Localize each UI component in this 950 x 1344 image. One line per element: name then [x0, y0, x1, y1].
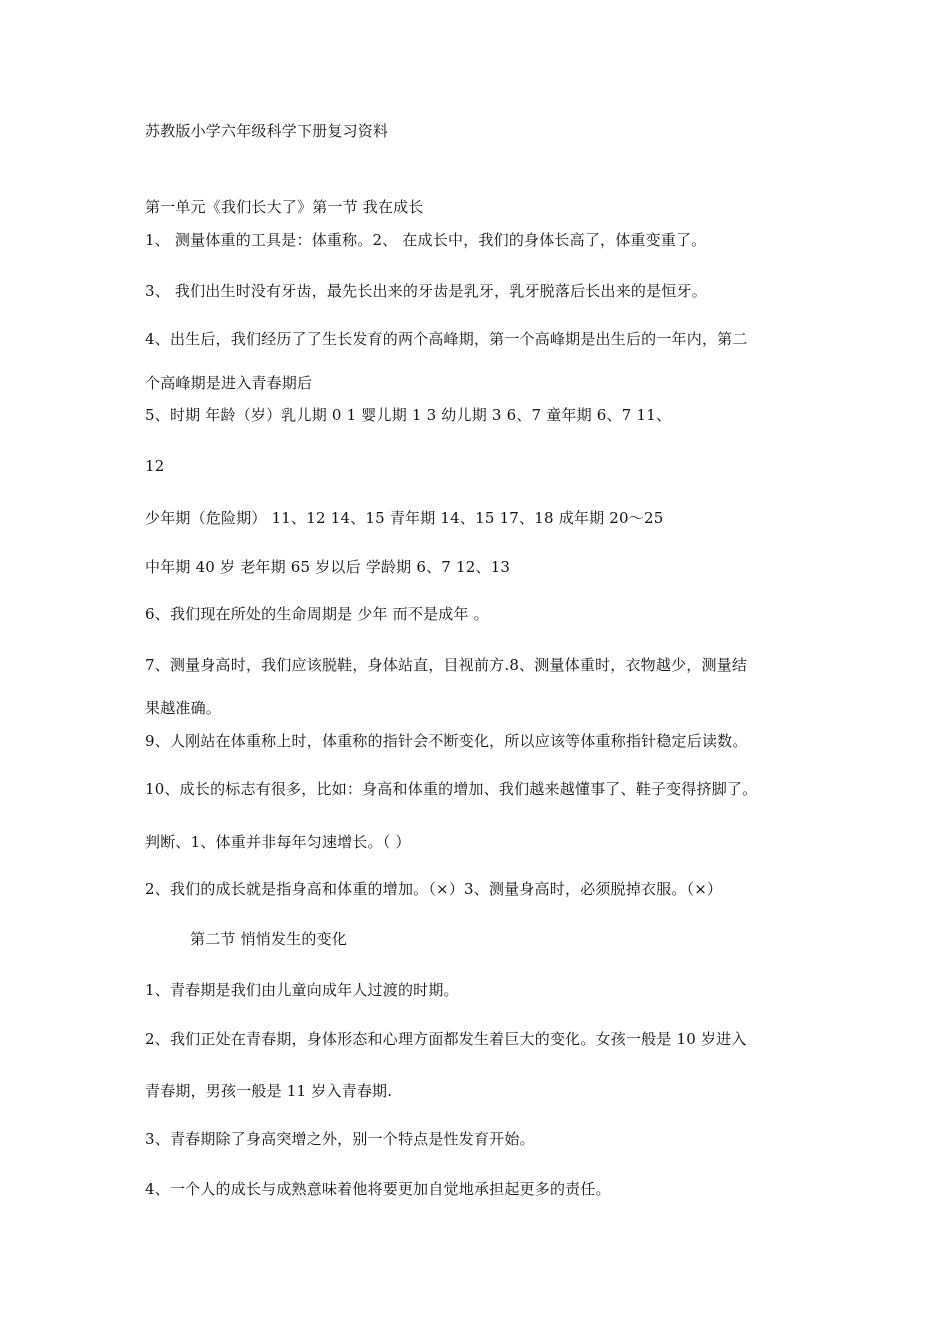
text-line: 青春期，男孩一般是 11 岁入青春期.	[145, 1082, 393, 1100]
text-line: 3、青春期除了身高突增之外，别一个特点是性发育开始。	[145, 1130, 535, 1148]
text-line: 个高峰期是进入青春期后	[145, 374, 313, 392]
quiz-line: 判断、1、体重并非每年匀速增长。（ ）	[145, 833, 411, 851]
text-line: 果越准确。	[145, 699, 222, 717]
text-line: 10、成长的标志有很多，比如：身高和体重的增加、我们越来越懂事了、鞋子变得挤脚了。	[145, 780, 758, 798]
text-line: 少年期（危险期） 11、12 14、15 青年期 14、15 17、18 成年期 20～25	[145, 509, 664, 527]
text-line: 1、 测量体重的工具是：体重称。2、 在成长中，我们的身体长高了，体重变重了。	[145, 231, 707, 249]
text-line: 12	[145, 457, 165, 475]
text-line: 5、时期 年龄（岁）乳儿期 0 1 婴儿期 1 3 幼儿期 3 6、7 童年期 6、7 11、	[145, 406, 672, 424]
text-line: 2、我们正处在青春期，身体形态和心理方面都发生着巨大的变化。女孩一般是 10 岁进入	[145, 1030, 747, 1048]
text-line: 3、 我们出生时没有牙齿，最先长出来的牙齿是乳牙，乳牙脱落后长出来的是恒牙。	[145, 282, 707, 300]
text-line: 4、一个人的成长与成熟意味着他将要更加自觉地承担起更多的责任。	[145, 1180, 611, 1198]
document-title: 苏教版小学六年级科学下册复习资料	[145, 122, 389, 140]
text-line: 1、青春期是我们由儿童向成年人过渡的时期。	[145, 981, 459, 999]
text-line: 中年期 40 岁 老年期 65 岁以后 学龄期 6、7 12、13	[145, 558, 511, 576]
text-line: 6、我们现在所处的生命周期是 少年 而不是成年 。	[145, 605, 489, 623]
text-line: 9、人刚站在体重称上时，体重称的指针会不断变化，所以应该等体重称指针稳定后读数。	[145, 732, 748, 750]
text-line: 4、出生后，我们经历了了生长发育的两个高峰期，第一个高峰期是出生后的一年内，第二	[145, 330, 748, 348]
text-line: 7、测量身高时，我们应该脱鞋，身体站直，目视前方.8、测量体重时，衣物越少，测量结	[145, 656, 748, 674]
section-heading: 第二节 悄悄发生的变化	[190, 930, 347, 948]
quiz-line: 2、我们的成长就是指身高和体重的增加。（×）3、测量身高时，必须脱掉衣服。（×）	[145, 880, 723, 898]
section-heading: 第一单元《我们长大了》第一节 我在成长	[145, 198, 424, 216]
